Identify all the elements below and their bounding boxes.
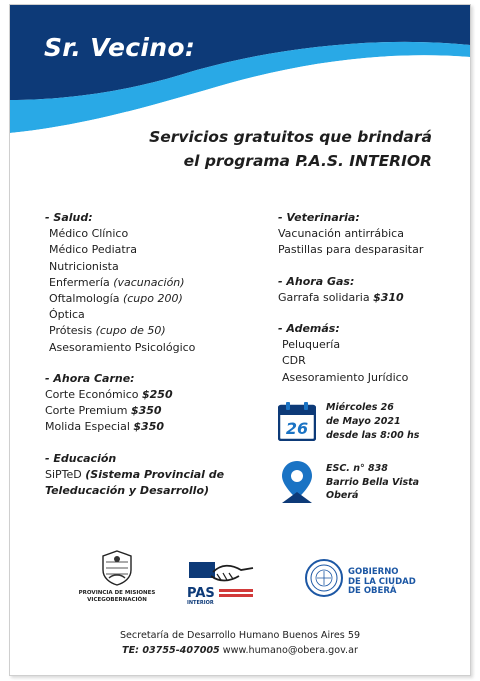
misiones-seal-icon [100,550,134,586]
left-column [45,210,265,499]
carne-item-label: Corte Económico [45,388,139,402]
educacion-note-2: Teleducación y Desarrollo) [45,484,210,498]
calendar-day: 26 [285,419,309,438]
carne-title: - Ahora Carne: [45,371,135,385]
event-place [278,459,468,505]
place-line-2: Barrio Bella Vista [326,476,420,488]
salud-item-label: Enfermería [49,275,110,289]
event-line-3: desde las 8:00 hs [326,430,420,441]
obera-line-2: DE LA CIUDAD [348,576,416,587]
obera-line-1: GOBIERNO [348,567,399,577]
educacion-title: - Educación [45,451,117,465]
place-line-3: Oberá [326,490,359,501]
footer-address: Secretaría de Desarrollo Humano Buenos Aires 59 [119,630,361,641]
salud-item-label: Prótesis [49,324,93,338]
pas-handshake-icon [185,558,257,606]
educacion-item [45,467,265,483]
header-title: Sr. Vecino: [44,33,196,62]
misiones-logo [72,550,162,603]
obera-seal-icon [304,558,344,598]
location-pin-icon [278,459,316,503]
obera-logo [304,558,434,602]
ademas-item: Peluquería [282,338,341,352]
subtitle [149,125,432,173]
footer-contact [10,643,470,658]
salud-item-protesis [45,323,265,339]
carne-item [45,403,265,419]
carne-item-price: $250 [142,388,173,402]
header-wave [10,5,470,135]
ademas-item: CDR [282,354,306,368]
salud-item: Nutricionista [49,259,119,273]
veterinaria-title: - Veterinaria: [278,211,360,224]
educacion-note-1: (Sistema Provincial de [85,467,225,481]
salud-item-label: Oftalmología [49,292,120,306]
salud-item-note: (cupo 200) [122,292,183,306]
salud-item: Óptica [49,308,85,322]
obera-line-3: DE OBERÁ [348,586,397,596]
salud-item-note: (cupo de 50) [95,324,166,338]
logos-row [10,550,470,610]
carne-item [45,387,265,403]
event-date [278,401,468,441]
right-column [278,210,463,386]
salud-item: Médico Clínico [49,227,129,241]
gas-item-price: $310 [373,290,404,304]
ademas-item: Asesoramiento Jurídico [282,370,409,384]
pas-logo [185,558,265,610]
carne-item-price: $350 [130,404,162,418]
salud-item-note: (vacunación) [113,275,185,289]
salud-item-oftalmologia [45,291,265,307]
veterinaria-item: Pastillas para desparasitar [278,243,424,257]
carne-item-label: Corte Premium [45,404,128,418]
footer-web: www.humano@obera.gov.ar [222,645,358,656]
gas-item-label: Garrafa solidaria [278,290,370,304]
carne-item-label: Molida Especial [45,420,130,434]
salud-item: Médico Pediatra [49,243,137,257]
gas-item [278,290,463,306]
carne-item-price: $350 [133,420,165,434]
pas-sub-text: INTERIOR [187,600,214,606]
gas-title: - Ahora Gas: [278,274,355,288]
footer-phone: TE: 03755-407005 [122,645,220,656]
place-text [326,462,419,503]
place-line-1: ESC. n° 838 [326,463,388,474]
misiones-caption-2: VICEGOBERNACIÓN [87,596,147,603]
event-line-1: Miércoles 26 [326,402,394,413]
salud-title: - Salud: [45,211,93,224]
flyer [9,4,471,676]
event-text [326,401,419,443]
subtitle-line-1: Servicios gratuitos que brindará [149,128,432,146]
misiones-caption-1: PROVINCIA DE MISIONES [78,590,156,596]
ademas-title: - Además: [278,322,340,336]
salud-item: Asesoramiento Psicológico [49,340,196,354]
salud-item-enfermeria [45,275,265,291]
calendar-icon [278,401,316,441]
obera-text [348,568,416,597]
subtitle-line-2: el programa P.A.S. INTERIOR [183,152,432,170]
veterinaria-item: Vacunación antirrábica [278,227,404,241]
carne-item [45,419,265,435]
pas-text: PAS [187,586,215,601]
event-line-2: de Mayo 2021 [326,416,401,427]
educacion-prefix: SiPTeD [45,467,82,481]
